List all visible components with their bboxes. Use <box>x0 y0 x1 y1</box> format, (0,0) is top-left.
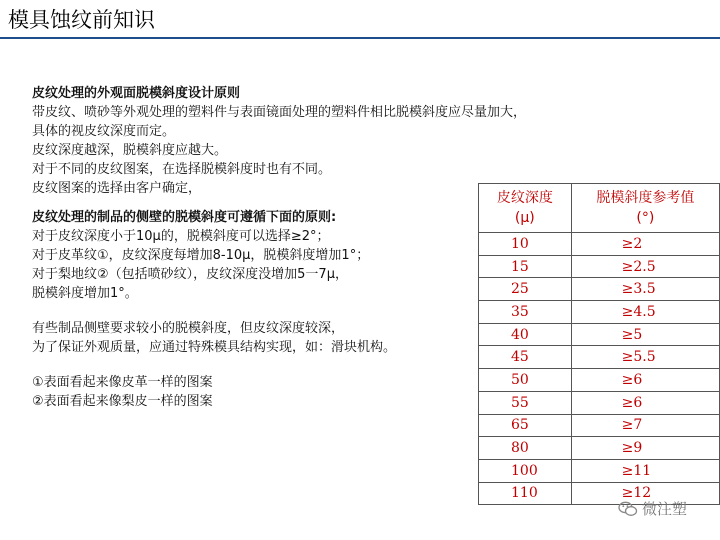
watermark <box>618 498 687 519</box>
section1-line: 对于不同的皮纹图案，在选择脱模斜度时也有不同。 <box>32 162 332 177</box>
table-row <box>479 323 720 346</box>
table-row <box>479 278 720 301</box>
section2-line: 对于皮纹深度小于10μ的，脱模斜度可以选择≥2°； <box>32 229 330 244</box>
section2-line: 对于皮革纹①，皮纹深度每增加8-10μ，脱模斜度增加1°； <box>32 248 370 263</box>
table-row <box>479 301 720 324</box>
watermark-text: 微注塑 <box>642 500 688 518</box>
section1-line: 皮纹图案的选择由客户确定， <box>32 181 202 196</box>
title-divider <box>0 37 720 39</box>
section1-heading: 皮纹处理的外观面脱模斜度设计原则 <box>32 86 241 101</box>
wechat-icon <box>618 501 638 517</box>
table-row <box>479 255 720 278</box>
section1-line: 带皮纹、喷砂等外观处理的塑料件与表面镜面处理的塑料件相比脱模斜度应尽量加大， <box>32 105 527 120</box>
table-row <box>479 369 720 392</box>
table-row <box>479 391 720 414</box>
header-angle: 脱模斜度参考值 (°) <box>571 184 719 233</box>
angle-cell: ≥6 <box>571 369 719 392</box>
section3-line: 有些制品侧壁要求较小的脱模斜度，但皮纹深度较深， <box>32 321 345 336</box>
section3-line: 为了保证外观质量，应通过特殊模具结构实现，如：滑块机构。 <box>32 340 397 355</box>
section2-heading: 皮纹处理的制品的侧壁的脱模斜度可遵循下面的原则: <box>32 210 337 225</box>
table-row <box>479 233 720 256</box>
depth-cell: 45 <box>479 346 572 369</box>
angle-cell: ≥9 <box>571 437 719 460</box>
angle-cell: ≥3.5 <box>571 278 719 301</box>
table-row <box>479 459 720 482</box>
page-title: 模具蚀纹前知识 <box>8 8 155 32</box>
depth-cell: 55 <box>479 391 572 414</box>
angle-cell: ≥12 <box>571 482 719 505</box>
table-row <box>479 414 720 437</box>
section1-line: 皮纹深度越深，脱模斜度应越大。 <box>32 143 228 158</box>
footnote: ②表面看起来像梨皮一样的图案 <box>32 394 213 409</box>
depth-cell: 35 <box>479 301 572 324</box>
section2-line: 对于梨地纹②（包括喷砂纹），皮纹深度没增加5一7μ， <box>32 267 348 282</box>
section1-line: 具体的视皮纹深度而定。 <box>32 124 176 139</box>
angle-cell: ≥4.5 <box>571 301 719 324</box>
depth-cell: 110 <box>479 482 572 505</box>
depth-cell: 10 <box>479 233 572 256</box>
angle-cell: ≥2.5 <box>571 255 719 278</box>
depth-cell: 25 <box>479 278 572 301</box>
draft-angle-table <box>478 183 720 505</box>
table-row <box>479 437 720 460</box>
depth-cell: 50 <box>479 369 572 392</box>
section2-line: 脱模斜度增加1°。 <box>32 286 138 301</box>
footnote: ①表面看起来像皮革一样的图案 <box>32 375 213 390</box>
angle-cell: ≥5.5 <box>571 346 719 369</box>
angle-cell: ≥2 <box>571 233 719 256</box>
depth-cell: 80 <box>479 437 572 460</box>
depth-cell: 15 <box>479 255 572 278</box>
angle-cell: ≥6 <box>571 391 719 414</box>
depth-cell: 100 <box>479 459 572 482</box>
depth-cell: 40 <box>479 323 572 346</box>
angle-cell: ≥5 <box>571 323 719 346</box>
table-row <box>479 346 720 369</box>
depth-cell: 65 <box>479 414 572 437</box>
angle-cell: ≥7 <box>571 414 719 437</box>
angle-cell: ≥11 <box>571 459 719 482</box>
header-depth: 皮纹深度 (μ) <box>479 184 572 233</box>
